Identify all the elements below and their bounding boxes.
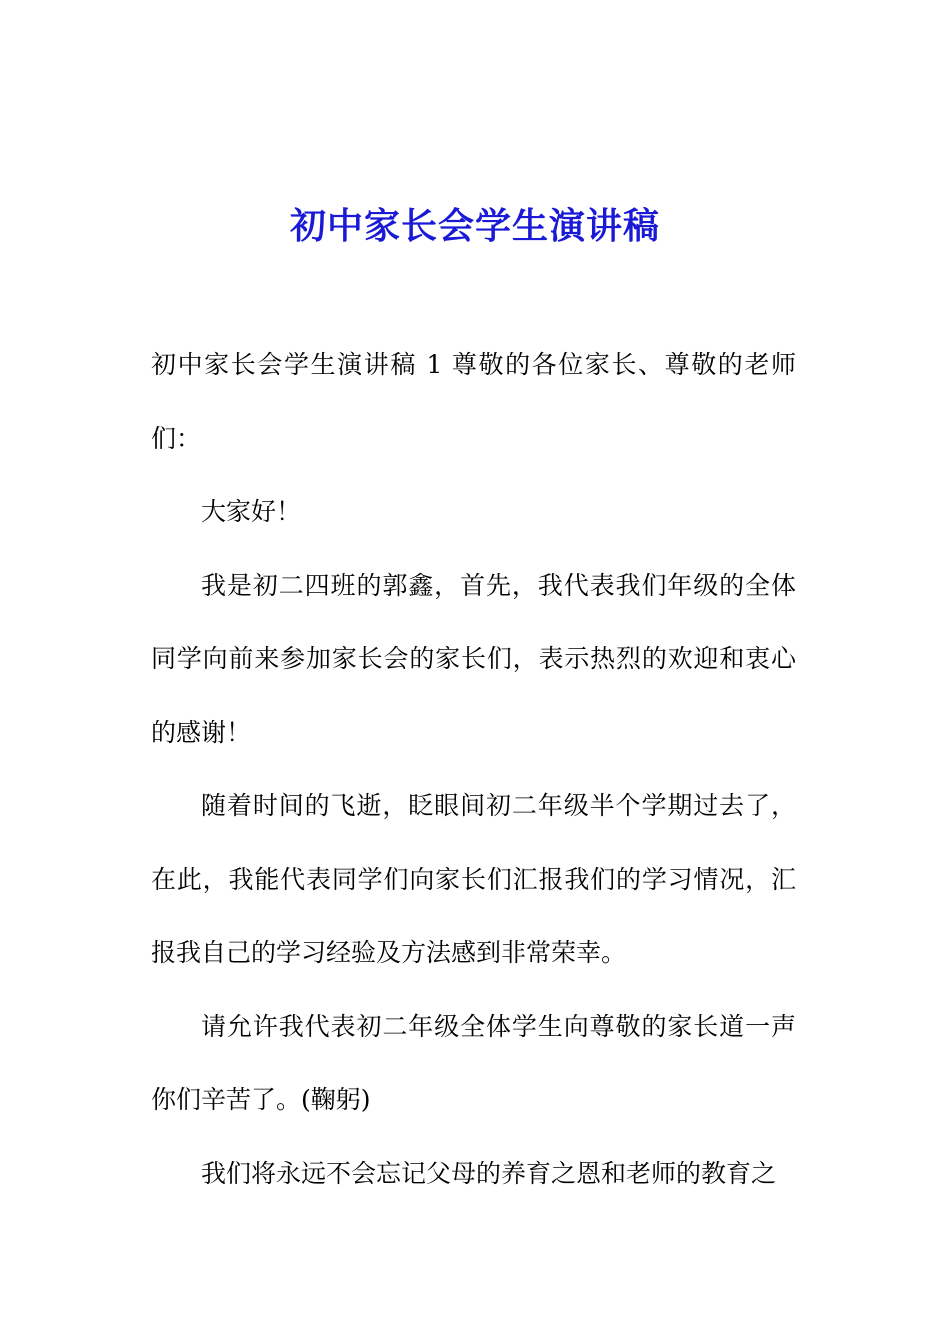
paragraph-gratitude: 我们将永远不会忘记父母的养育之恩和老师的教育之 [201, 1158, 777, 1188]
paragraph-report: 随着时间的飞逝，眨眼间初二年级半个学期过去了，在此，我能代表同学们向家长们汇报我们的学习情况，汇报我自己的学习经验及方法感到非常荣幸。 [151, 791, 796, 967]
paragraph-thanks: 请允许我代表初二年级全体学生向尊敬的家长道一声你们辛苦了。(鞠躬) [151, 1011, 796, 1114]
paragraph-hello: 大家好！ [201, 497, 302, 526]
paragraph-introduction: 我是初二四班的郭鑫，首先，我代表我们年级的全体同学向前来参加家长会的家长们，表示热烈的欢迎和衷心的感谢！ [151, 570, 796, 747]
paragraph-greeting-salutation: 初中家长会学生演讲稿 1 尊敬的各位家长、尊敬的老师们： [151, 350, 796, 453]
document-title: 初中家长会学生演讲稿 [289, 205, 660, 248]
document-body [151, 328, 796, 1210]
